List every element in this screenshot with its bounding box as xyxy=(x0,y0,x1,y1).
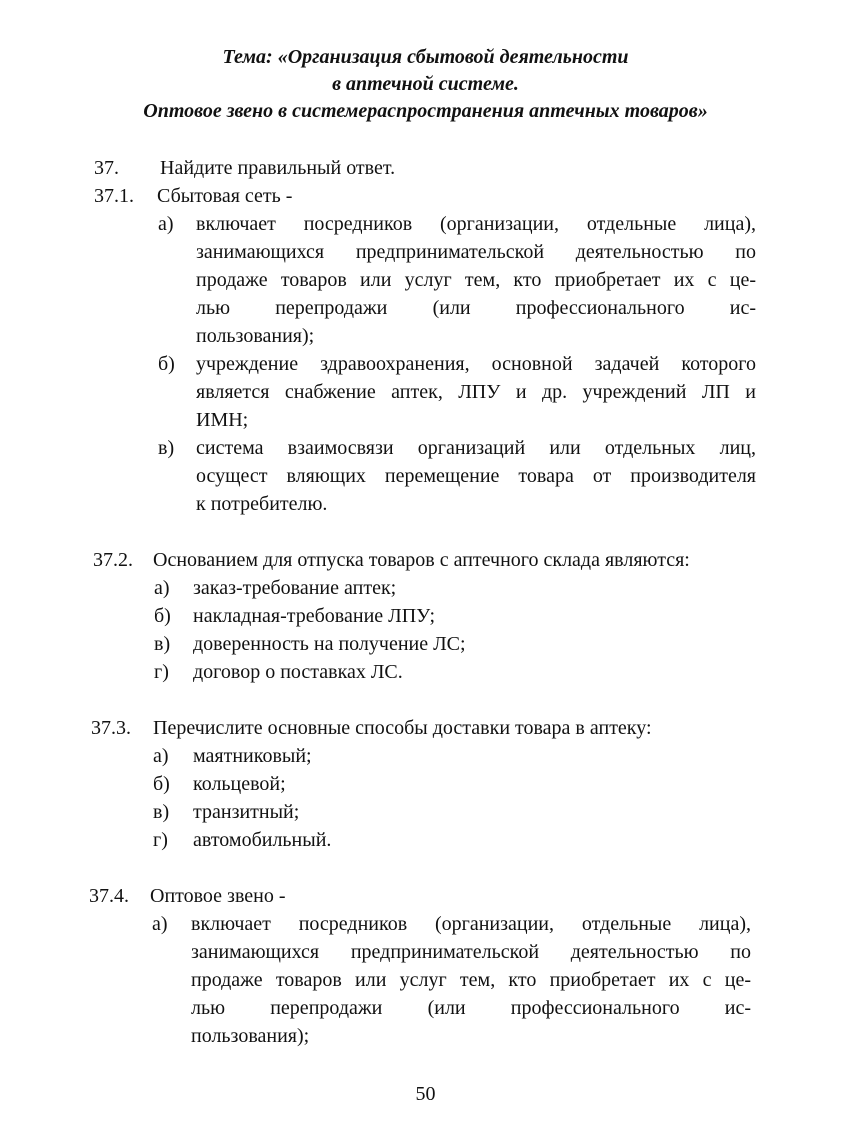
question-37-4-number: 37.4. xyxy=(89,885,129,907)
question-37-2-number: 37.2. xyxy=(93,549,133,571)
option-letter: б) xyxy=(153,773,170,795)
option-letter: г) xyxy=(154,661,169,683)
option-text-line: лью перепродажи (или профессионального ис- xyxy=(191,997,751,1019)
option-text-line: занимающихся предпринимательской деятельностью по xyxy=(191,941,751,963)
option-letter: в) xyxy=(158,437,175,459)
question-37-1-text: Сбытовая сеть - xyxy=(157,185,293,207)
option-text-line: учреждение здравоохранения, основной задачей которого xyxy=(196,353,756,375)
option-text-line: к потребителю. xyxy=(196,493,328,515)
option-letter: а) xyxy=(158,213,174,235)
option-text: заказ-требование аптек; xyxy=(193,577,397,599)
option-text: доверенность на получение ЛС; xyxy=(193,633,466,655)
option-text-line: пользования); xyxy=(191,1025,310,1047)
option-text-line: продаже товаров или услуг тем, кто приобретает их с це- xyxy=(191,969,751,991)
question-37-number: 37. xyxy=(94,157,119,179)
title-line-1: Тема: «Организация сбытовой деятельности xyxy=(222,46,629,68)
option-letter: г) xyxy=(153,829,168,851)
option-text-line: занимающихся предпринимательской деятельностью по xyxy=(196,241,756,263)
option-text: договор о поставках ЛС. xyxy=(193,661,403,683)
page-number: 50 xyxy=(415,1083,436,1105)
option-text-line: продаже товаров или услуг тем, кто приобретает их с це- xyxy=(196,269,756,291)
option-text: кольцевой; xyxy=(193,773,286,795)
option-letter: б) xyxy=(158,353,175,375)
option-letter: б) xyxy=(154,605,171,627)
page-title xyxy=(60,44,791,125)
title-line-2: в аптечной системе. xyxy=(332,73,519,95)
option-letter: в) xyxy=(154,633,171,655)
option-text-line: лью перепродажи (или профессионального ис- xyxy=(196,297,756,319)
option-text-line: пользования); xyxy=(196,325,315,347)
question-37-2-text: Основанием для отпуска товаров с аптечного склада являются: xyxy=(153,549,690,571)
option-text: автомобильный. xyxy=(193,829,332,851)
option-text: маятниковый; xyxy=(193,745,312,767)
question-37-3-number: 37.3. xyxy=(91,717,131,739)
option-letter: а) xyxy=(153,745,169,767)
question-37-text: Найдите правильный ответ. xyxy=(160,157,396,179)
option-text-line: ИМН; xyxy=(196,409,249,431)
option-letter: в) xyxy=(153,801,170,823)
question-37-4-text: Оптовое звено - xyxy=(150,885,286,907)
option-letter: а) xyxy=(152,913,168,935)
option-text: накладная-требование ЛПУ; xyxy=(193,605,436,627)
option-text-line: осущест вляющих перемещение товара от производителя xyxy=(196,465,756,487)
question-37-3-text: Перечислите основные способы доставки товара в аптеку: xyxy=(153,717,652,739)
option-text-line: включает посредников (организации, отдельные лица), xyxy=(191,913,751,935)
title-line-3: Оптовое звено в системераспространения аптечных товаров» xyxy=(143,100,708,122)
option-letter: а) xyxy=(154,577,170,599)
question-37-1-number: 37.1. xyxy=(94,185,134,207)
option-text-line: включает посредников (организации, отдельные лица), xyxy=(196,213,756,235)
option-text: транзитный; xyxy=(193,801,300,823)
option-text-line: система взаимосвязи организаций или отдельных лиц, xyxy=(196,437,756,459)
option-text-line: является снабжение аптек, ЛПУ и др. учреждений ЛП и xyxy=(196,381,756,403)
